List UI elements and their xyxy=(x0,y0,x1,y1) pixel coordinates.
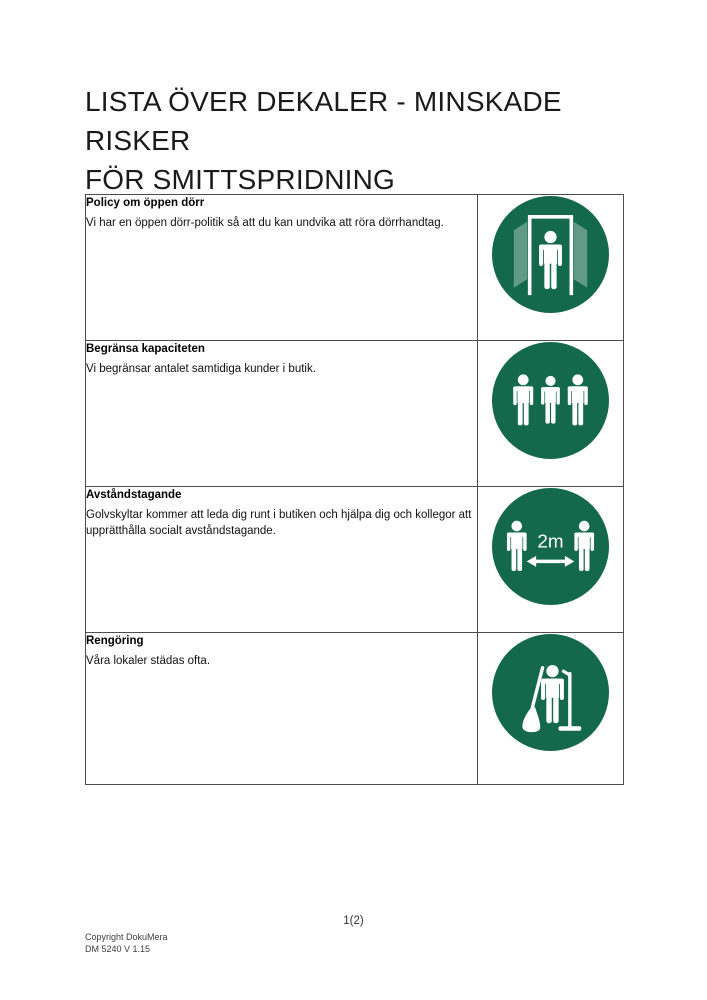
page-title-line-1: LISTA ÖVER DEKALER - MINSKADE RISKER xyxy=(85,86,562,156)
document-version: DM 5240 V 1.15 xyxy=(85,943,151,954)
page-number: 1(2) xyxy=(343,915,364,927)
row-text-cell xyxy=(86,633,478,785)
row-icon-cell xyxy=(478,487,624,633)
page-title-line-2: FÖR SMITTSPRIDNING xyxy=(85,164,396,195)
page-title xyxy=(85,82,630,199)
row-description: Vi begränsar antalet samtidiga kunder i butik. xyxy=(86,363,316,375)
row-heading: Avståndstagande xyxy=(86,489,182,501)
copyright-block xyxy=(85,932,168,955)
row-description: Våra lokaler städas ofta. xyxy=(86,655,211,667)
row-description: Golvskyltar kommer att leda dig runt i butiken och hjälpa dig och kollegor att upprätthålla socialt avståndstagande. xyxy=(86,509,472,537)
three-people-icon xyxy=(491,341,610,460)
row-text-cell xyxy=(86,195,478,341)
cleaning-icon xyxy=(491,633,610,752)
decal-table xyxy=(85,194,624,785)
row-icon-cell xyxy=(478,633,624,785)
row-heading: Policy om öppen dörr xyxy=(86,197,205,209)
open-door-left-panel xyxy=(514,222,527,288)
squeegee-head xyxy=(558,726,581,731)
distance-2m-icon xyxy=(491,487,610,606)
table-row xyxy=(86,341,624,487)
row-text-cell xyxy=(86,341,478,487)
copyright-line: Copyright DokuMera xyxy=(85,932,168,942)
open-door-right-panel xyxy=(574,222,587,288)
row-icon-cell xyxy=(478,341,624,487)
row-heading: Begränsa kapaciteten xyxy=(86,343,205,355)
distance-label: 2m xyxy=(537,530,564,552)
row-heading: Rengöring xyxy=(86,635,144,647)
table-row xyxy=(86,487,624,633)
table-row xyxy=(86,633,624,785)
open-door-icon xyxy=(491,195,610,314)
row-text-cell xyxy=(86,487,478,633)
row-description: Vi har en öppen dörr-politik så att du kan undvika att röra dörrhandtag. xyxy=(86,217,444,229)
table-row xyxy=(86,195,624,341)
row-icon-cell xyxy=(478,195,624,341)
